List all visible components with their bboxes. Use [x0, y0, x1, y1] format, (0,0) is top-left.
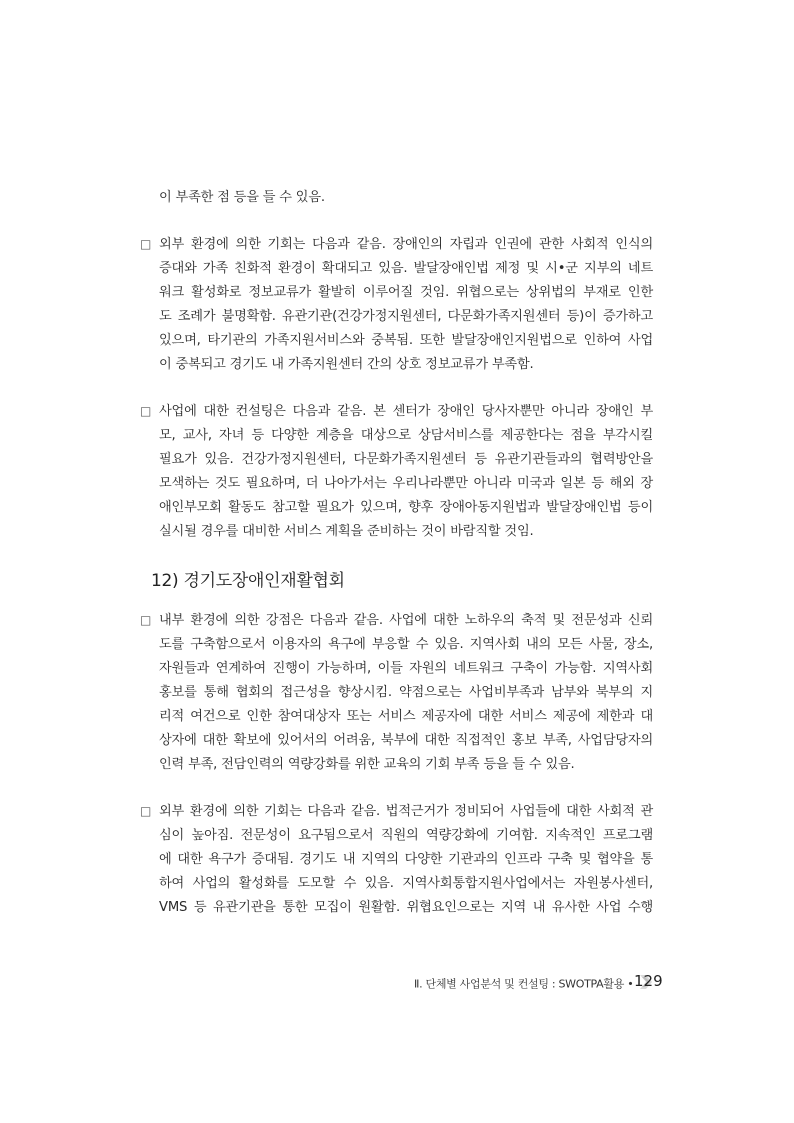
paragraph-line: 있으며, 타기관의 가족지원서비스와 중복됨. 또한 발달장애인지원법으로 인하여 사업	[159, 333, 653, 348]
paragraph-line: 도 조례가 불명확함. 유관기관(건강가정지원센터, 다문화가족지원센터 등)이 증가하고	[159, 309, 653, 324]
paragraph-line: 외부 환경에 의한 기회는 다음과 같음. 법적근거가 정비되어 사업들에 대한 사회적 관	[159, 804, 653, 819]
paragraph-line: VMS 등 유관기관을 통한 모집이 원활함. 위협요인으로는 지역 내 유사한 사업 수행	[159, 900, 653, 915]
paragraph-line: 자원들과 연계하여 진행이 가능하며, 이들 자원의 네트워크 구축이 가능함. 지역사회	[159, 661, 653, 676]
bullet-marker: □	[140, 237, 152, 251]
paragraph-line: 애인부모회 활동도 참고할 필요가 있으며, 향후 장애아동지원법과 발달장애인법 등이	[159, 500, 653, 515]
footer-text: Ⅱ. 단체별 사업분석 및 컨설팅 : SWOTPA활용 •	[414, 977, 634, 991]
page-number: 129	[634, 972, 663, 990]
paragraph-line: 상자에 대한 확보에 있어서의 어려움, 북부에 대한 직접적인 홍보 부족, 사업담당자의	[159, 733, 653, 748]
paragraph-line: 홍보를 통해 협회의 접근성을 향상시킴. 약점으로는 사업비부족과 남부와 북부의 지	[159, 685, 653, 700]
paragraph-line: 외부 환경에 의한 기회는 다음과 같음. 장애인의 자립과 인권에 관한 사회적 인식의	[159, 237, 653, 252]
section-heading: 12) 경기도장애인재활협회	[151, 571, 345, 591]
paragraph-line: 워크 활성화로 정보교류가 활발히 이루어질 것임. 위협으로는 상위법의 부재로 인한	[159, 285, 653, 300]
intro-line: 이 부족한 점 등을 들 수 있음.	[159, 190, 325, 205]
paragraph-line: 리적 여건으로 인한 참여대상자 또는 서비스 제공자에 대한 서비스 제공에 제한과 대	[159, 709, 653, 724]
bullet-marker: □	[140, 404, 152, 418]
paragraph-line: 모, 교사, 자녀 등 다양한 계층을 대상으로 상담서비스를 제공한다는 점을 부각시킬	[159, 428, 653, 443]
paragraph-line: 사업에 대한 컨설팅은 다음과 같음. 본 센터가 장애인 당사자뿐만 아니라 장애인 부	[159, 404, 653, 419]
paragraph-line: 증대와 가족 친화적 환경이 확대되고 있음. 발달장애인법 제정 및 시•군 지부의 네트	[159, 261, 653, 276]
paragraph-line: 심이 높아짐. 전문성이 요구됨으로서 직원의 역량강화에 기여함. 지속적인 프로그램	[159, 828, 653, 843]
paragraph-line: 에 대한 욕구가 증대됨. 경기도 내 지역의 다양한 기관과의 인프라 구축 및 협약을 통	[159, 852, 653, 867]
paragraph-line: 실시될 경우를 대비한 서비스 계획을 준비하는 것이 바람직할 것임.	[159, 524, 534, 539]
paragraph-line: 인력 부족, 전담인력의 역량강화를 위한 교육의 기회 부족 등을 들 수 있음.	[159, 757, 575, 772]
bullet-marker: □	[140, 804, 152, 818]
paragraph-line: 필요가 있음. 건강가정지원센터, 다문화가족지원센터 등 유관기관들과의 협력방안을	[159, 452, 653, 467]
paragraph-line: 하여 사업의 활성화를 도모할 수 있음. 지역사회통합지원사업에서는 자원봉사센터,	[159, 876, 653, 891]
paragraph-line: 내부 환경에 의한 강점은 다음과 같음. 사업에 대한 노하우의 축적 및 전문성과 신뢰	[159, 613, 653, 628]
page-footer	[414, 974, 657, 995]
bullet-marker: □	[140, 613, 152, 627]
paragraph-line: 이 중복되고 경기도 내 가족지원센터 간의 상호 정보교류가 부족함.	[159, 357, 534, 372]
paragraph-line: 도를 구축함으로서 이용자의 욕구에 부응할 수 있음. 지역사회 내의 모든 사물, 장소,	[159, 637, 653, 652]
paragraph-line: 모색하는 것도 필요하며, 더 나아가서는 우리나라뿐만 아니라 미국과 일본 등 해외 장	[159, 476, 653, 491]
